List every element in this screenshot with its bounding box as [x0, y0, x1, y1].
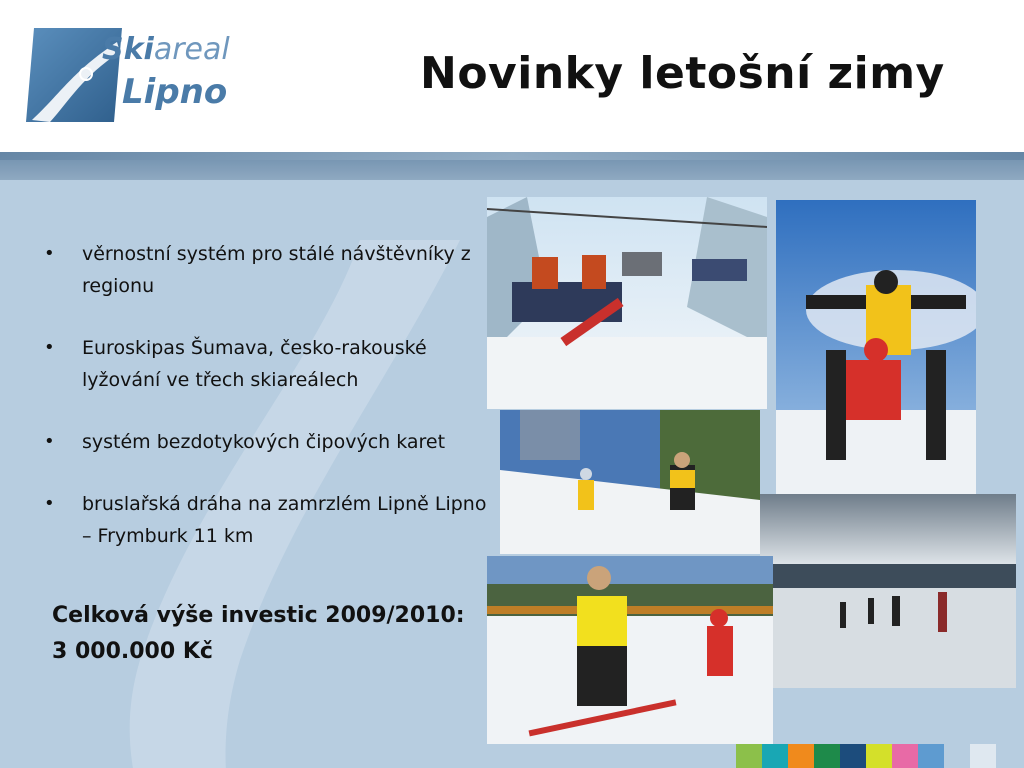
- photo-ski-lesson: [500, 410, 760, 554]
- footer-swatch: [840, 744, 866, 768]
- photo-instructor-child: [776, 200, 976, 494]
- bullet-list: [40, 238, 490, 582]
- footer-swatch: [762, 744, 788, 768]
- footer-swatch: [736, 744, 762, 768]
- investment-label: Celková výše investic 2009/2010:: [52, 603, 465, 628]
- footer-color-strip: [736, 744, 996, 768]
- slide-title: Novinky letošní zimy: [420, 48, 945, 99]
- bullet-item: • Euroskipas Šumava, česko-rakouské lyžování ve třech skiareálech: [40, 332, 490, 396]
- bullet-item: • bruslařská dráha na zamrzlém Lipně Lipno – Frymburk 11 km: [40, 488, 490, 552]
- skiareal-lipno-logo[interactable]: [22, 22, 232, 130]
- logo-text-lipno: Lipno: [122, 72, 228, 112]
- photo-instructor-teaching: [487, 556, 773, 744]
- footer-swatch: [788, 744, 814, 768]
- logo-text-ski: Ski: [102, 32, 154, 67]
- bullet-item: • systém bezdotykových čipových karet: [40, 426, 490, 458]
- investment-summary: [52, 598, 465, 670]
- footer-swatch: [970, 744, 996, 768]
- bullet-item: • věrnostní systém pro stálé návštěvníky z regionu: [40, 238, 490, 302]
- footer-swatch: [918, 744, 944, 768]
- logo-text-areal: areal: [153, 32, 230, 67]
- footer-swatch: [866, 744, 892, 768]
- header-band: [0, 152, 1024, 180]
- footer-swatch: [892, 744, 918, 768]
- investment-value: 3 000.000 Kč: [52, 639, 213, 664]
- footer-swatch: [814, 744, 840, 768]
- footer-swatch: [944, 744, 970, 768]
- photo-chairlift: [487, 197, 767, 409]
- photo-frozen-lake-skating: [760, 494, 1016, 688]
